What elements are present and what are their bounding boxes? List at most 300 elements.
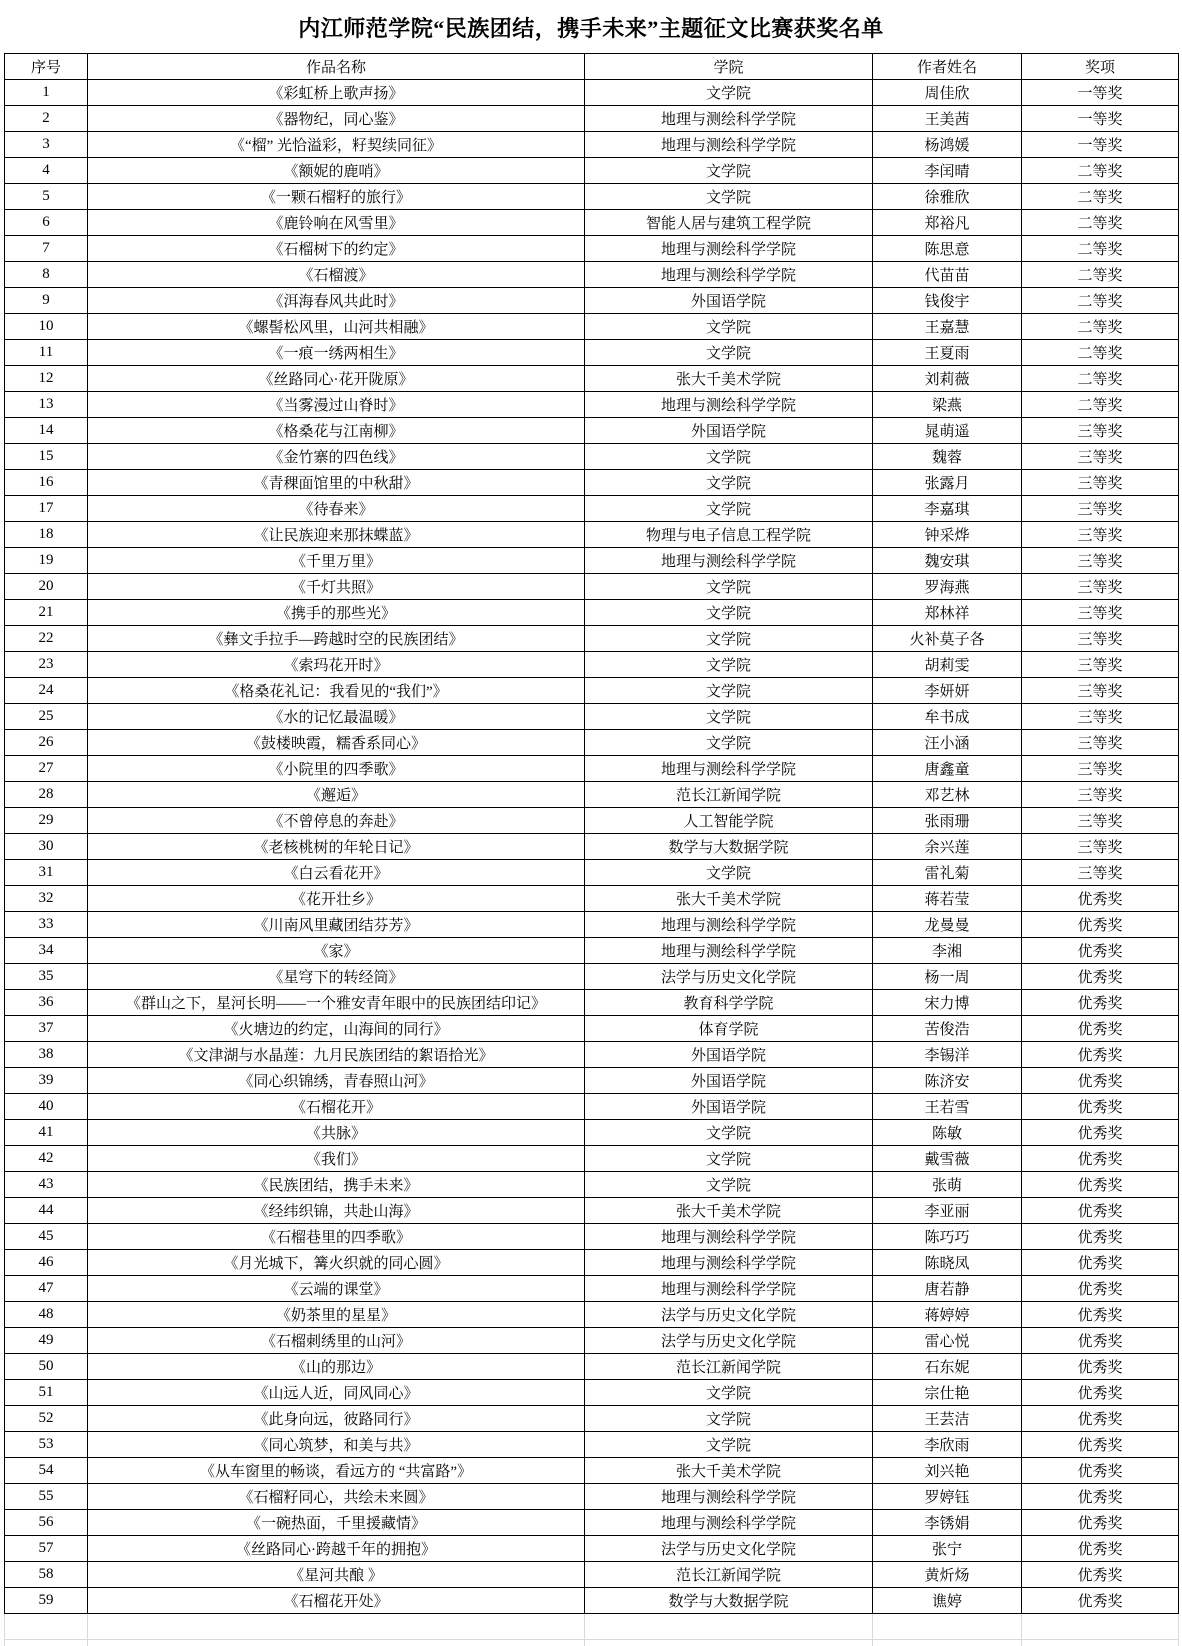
- table-row: [5, 574, 1179, 600]
- author-cell: 王芸洁: [873, 1406, 1022, 1432]
- row-number-cell: 24: [5, 678, 88, 704]
- college-cell: 文学院: [585, 574, 873, 600]
- award-cell: 优秀奖: [1022, 1458, 1179, 1484]
- empty-grid-row: [5, 1614, 1179, 1640]
- work-title-cell: 《同心筑梦，和美与共》: [88, 1432, 585, 1458]
- award-cell: 三等奖: [1022, 860, 1179, 886]
- row-number-cell: 12: [5, 366, 88, 392]
- table-row: [5, 522, 1179, 548]
- work-title-cell: 《石榴树下的约定》: [88, 236, 585, 262]
- work-title-cell: 《民族团结，携手未来》: [88, 1172, 585, 1198]
- author-cell: 石东妮: [873, 1354, 1022, 1380]
- author-cell: 郑林祥: [873, 600, 1022, 626]
- work-title-cell: 《白云看花开》: [88, 860, 585, 886]
- work-title-cell: 《洱海春风共此时》: [88, 288, 585, 314]
- college-cell: 文学院: [585, 184, 873, 210]
- table-row: [5, 1458, 1179, 1484]
- table-row: [5, 1406, 1179, 1432]
- college-cell: 地理与测绘科学学院: [585, 1224, 873, 1250]
- author-cell: 雷心悦: [873, 1328, 1022, 1354]
- college-cell: 文学院: [585, 1380, 873, 1406]
- work-title-cell: 《千灯共照》: [88, 574, 585, 600]
- table-row: [5, 600, 1179, 626]
- college-cell: 文学院: [585, 158, 873, 184]
- work-title-cell: 《石榴渡》: [88, 262, 585, 288]
- empty-cell: [873, 1640, 1022, 1646]
- row-number-cell: 26: [5, 730, 88, 756]
- work-title-cell: 《水的记忆最温暖》: [88, 704, 585, 730]
- table-row: [5, 340, 1179, 366]
- row-number-cell: 29: [5, 808, 88, 834]
- table-row: [5, 496, 1179, 522]
- row-number-cell: 34: [5, 938, 88, 964]
- table-row: [5, 236, 1179, 262]
- row-number-cell: 28: [5, 782, 88, 808]
- table-row: [5, 1536, 1179, 1562]
- author-cell: 汪小涵: [873, 730, 1022, 756]
- author-cell: 张宁: [873, 1536, 1022, 1562]
- empty-cell: [5, 1614, 88, 1640]
- work-title-cell: 《小院里的四季歌》: [88, 756, 585, 782]
- work-title-cell: 《共脉》: [88, 1120, 585, 1146]
- empty-cell: [585, 1640, 873, 1646]
- work-title-cell: 《一碗热面，千里援藏情》: [88, 1510, 585, 1536]
- empty-cell: [5, 1640, 88, 1646]
- award-cell: 优秀奖: [1022, 1406, 1179, 1432]
- author-cell: 王美茜: [873, 106, 1022, 132]
- table-row: [5, 678, 1179, 704]
- award-cell: 三等奖: [1022, 652, 1179, 678]
- author-cell: 徐雅欣: [873, 184, 1022, 210]
- award-cell: 三等奖: [1022, 548, 1179, 574]
- college-cell: 文学院: [585, 1432, 873, 1458]
- row-number-cell: 14: [5, 418, 88, 444]
- column-header: 学院: [585, 54, 873, 80]
- row-number-cell: 56: [5, 1510, 88, 1536]
- work-title-cell: 《携手的那些光》: [88, 600, 585, 626]
- author-cell: 陈济安: [873, 1068, 1022, 1094]
- college-cell: 张大千美术学院: [585, 886, 873, 912]
- work-title-cell: 《山的那边》: [88, 1354, 585, 1380]
- award-cell: 二等奖: [1022, 158, 1179, 184]
- college-cell: 文学院: [585, 860, 873, 886]
- row-number-cell: 37: [5, 1016, 88, 1042]
- row-number-cell: 23: [5, 652, 88, 678]
- college-cell: 数学与大数据学院: [585, 1588, 873, 1614]
- row-number-cell: 36: [5, 990, 88, 1016]
- author-cell: 刘莉薇: [873, 366, 1022, 392]
- college-cell: 人工智能学院: [585, 808, 873, 834]
- author-cell: 魏安琪: [873, 548, 1022, 574]
- college-cell: 地理与测绘科学学院: [585, 548, 873, 574]
- award-cell: 三等奖: [1022, 626, 1179, 652]
- table-row: [5, 444, 1179, 470]
- college-cell: 文学院: [585, 1146, 873, 1172]
- college-cell: 文学院: [585, 496, 873, 522]
- author-cell: 宋力博: [873, 990, 1022, 1016]
- work-title-cell: 《花开壮乡》: [88, 886, 585, 912]
- work-title-cell: 《青稞面馆里的中秋甜》: [88, 470, 585, 496]
- author-cell: 陈巧巧: [873, 1224, 1022, 1250]
- author-cell: 雷礼菊: [873, 860, 1022, 886]
- table-row: [5, 392, 1179, 418]
- work-title-cell: 《金竹寨的四色线》: [88, 444, 585, 470]
- award-cell: 优秀奖: [1022, 1016, 1179, 1042]
- empty-cell: [585, 1614, 873, 1640]
- table-row: [5, 158, 1179, 184]
- table-row: [5, 1250, 1179, 1276]
- award-cell: 三等奖: [1022, 808, 1179, 834]
- award-cell: 三等奖: [1022, 730, 1179, 756]
- author-cell: 罗海燕: [873, 574, 1022, 600]
- college-cell: 文学院: [585, 704, 873, 730]
- author-cell: 李欣雨: [873, 1432, 1022, 1458]
- row-number-cell: 41: [5, 1120, 88, 1146]
- table-row: [5, 1354, 1179, 1380]
- college-cell: 外国语学院: [585, 288, 873, 314]
- college-cell: 文学院: [585, 1172, 873, 1198]
- award-cell: 优秀奖: [1022, 938, 1179, 964]
- row-number-cell: 47: [5, 1276, 88, 1302]
- table-row: [5, 1094, 1179, 1120]
- table-row: [5, 626, 1179, 652]
- row-number-cell: 30: [5, 834, 88, 860]
- table-row: [5, 262, 1179, 288]
- empty-grid-row: [5, 1640, 1179, 1646]
- author-cell: 蒋婷婷: [873, 1302, 1022, 1328]
- table-row: [5, 418, 1179, 444]
- empty-grid-rows: [4, 1614, 1179, 1646]
- work-title-cell: 《石榴花开》: [88, 1094, 585, 1120]
- author-cell: 代苗苗: [873, 262, 1022, 288]
- row-number-cell: 38: [5, 1042, 88, 1068]
- award-cell: 二等奖: [1022, 262, 1179, 288]
- author-cell: 梁燕: [873, 392, 1022, 418]
- table-row: [5, 1510, 1179, 1536]
- author-cell: 牟书成: [873, 704, 1022, 730]
- college-cell: 地理与测绘科学学院: [585, 1510, 873, 1536]
- table-row: [5, 990, 1179, 1016]
- table-row: [5, 652, 1179, 678]
- work-title-cell: 《家》: [88, 938, 585, 964]
- college-cell: 文学院: [585, 1120, 873, 1146]
- award-cell: 二等奖: [1022, 210, 1179, 236]
- award-cell: 优秀奖: [1022, 1588, 1179, 1614]
- college-cell: 文学院: [585, 730, 873, 756]
- column-header: 奖项: [1022, 54, 1179, 80]
- award-cell: 二等奖: [1022, 340, 1179, 366]
- table-row: [5, 1120, 1179, 1146]
- row-number-cell: 16: [5, 470, 88, 496]
- author-cell: 魏蓉: [873, 444, 1022, 470]
- award-cell: 二等奖: [1022, 236, 1179, 262]
- author-cell: 钱俊宇: [873, 288, 1022, 314]
- award-cell: 优秀奖: [1022, 1354, 1179, 1380]
- table-row: [5, 1198, 1179, 1224]
- college-cell: 数学与大数据学院: [585, 834, 873, 860]
- table-row: [5, 80, 1179, 106]
- work-title-cell: 《千里万里》: [88, 548, 585, 574]
- author-cell: 李嘉琪: [873, 496, 1022, 522]
- award-cell: 优秀奖: [1022, 964, 1179, 990]
- college-cell: 文学院: [585, 470, 873, 496]
- college-cell: 地理与测绘科学学院: [585, 106, 873, 132]
- award-cell: 二等奖: [1022, 314, 1179, 340]
- award-cell: 优秀奖: [1022, 886, 1179, 912]
- author-cell: 晁萌遥: [873, 418, 1022, 444]
- work-title-cell: 《让民族迎来那抹蝶蓝》: [88, 522, 585, 548]
- table-row: [5, 1276, 1179, 1302]
- college-cell: 法学与历史文化学院: [585, 1536, 873, 1562]
- table-row: [5, 834, 1179, 860]
- work-title-cell: 《丝路同心·跨越千年的拥抱》: [88, 1536, 585, 1562]
- award-cell: 三等奖: [1022, 704, 1179, 730]
- award-cell: 一等奖: [1022, 132, 1179, 158]
- author-cell: 邓艺林: [873, 782, 1022, 808]
- row-number-cell: 51: [5, 1380, 88, 1406]
- college-cell: 地理与测绘科学学院: [585, 236, 873, 262]
- award-cell: 优秀奖: [1022, 912, 1179, 938]
- work-title-cell: 《彩虹桥上歌声扬》: [88, 80, 585, 106]
- author-cell: 周佳欣: [873, 80, 1022, 106]
- table-row: [5, 1016, 1179, 1042]
- work-title-cell: 《云端的课堂》: [88, 1276, 585, 1302]
- work-title-cell: 《鼓楼映霞，糯香系同心》: [88, 730, 585, 756]
- table-row: [5, 1146, 1179, 1172]
- award-cell: 三等奖: [1022, 574, 1179, 600]
- table-row: [5, 1562, 1179, 1588]
- row-number-cell: 11: [5, 340, 88, 366]
- award-cell: 优秀奖: [1022, 990, 1179, 1016]
- author-cell: 郑裕凡: [873, 210, 1022, 236]
- row-number-cell: 3: [5, 132, 88, 158]
- table-row: [5, 1432, 1179, 1458]
- college-cell: 文学院: [585, 1406, 873, 1432]
- award-cell: 三等奖: [1022, 444, 1179, 470]
- college-cell: 教育科学学院: [585, 990, 873, 1016]
- author-cell: 唐鑫童: [873, 756, 1022, 782]
- award-cell: 优秀奖: [1022, 1536, 1179, 1562]
- college-cell: 外国语学院: [585, 1042, 873, 1068]
- table-row: [5, 288, 1179, 314]
- column-header: 作品名称: [88, 54, 585, 80]
- award-cell: 优秀奖: [1022, 1120, 1179, 1146]
- empty-cell: [873, 1614, 1022, 1640]
- work-title-cell: 《“榴” 光恰溢彩，籽契续同征》: [88, 132, 585, 158]
- empty-cell: [1022, 1640, 1179, 1646]
- table-row: [5, 964, 1179, 990]
- college-cell: 地理与测绘科学学院: [585, 262, 873, 288]
- row-number-cell: 20: [5, 574, 88, 600]
- award-cell: 三等奖: [1022, 678, 1179, 704]
- author-cell: 张萌: [873, 1172, 1022, 1198]
- award-cell: 优秀奖: [1022, 1432, 1179, 1458]
- college-cell: 文学院: [585, 314, 873, 340]
- author-cell: 苦俊浩: [873, 1016, 1022, 1042]
- author-cell: 刘兴艳: [873, 1458, 1022, 1484]
- author-cell: 火补莫子各: [873, 626, 1022, 652]
- author-cell: 李妍妍: [873, 678, 1022, 704]
- award-cell: 一等奖: [1022, 80, 1179, 106]
- table-row: [5, 860, 1179, 886]
- work-title-cell: 《一颗石榴籽的旅行》: [88, 184, 585, 210]
- college-cell: 地理与测绘科学学院: [585, 756, 873, 782]
- award-cell: 二等奖: [1022, 184, 1179, 210]
- work-title-cell: 《石榴籽同心，共绘未来圆》: [88, 1484, 585, 1510]
- row-number-cell: 27: [5, 756, 88, 782]
- column-header: 序号: [5, 54, 88, 80]
- column-header: 作者姓名: [873, 54, 1022, 80]
- college-cell: 地理与测绘科学学院: [585, 938, 873, 964]
- work-title-cell: 《奶茶里的星星》: [88, 1302, 585, 1328]
- award-cell: 优秀奖: [1022, 1068, 1179, 1094]
- empty-cell: [1022, 1614, 1179, 1640]
- empty-cell: [88, 1640, 585, 1646]
- row-number-cell: 40: [5, 1094, 88, 1120]
- college-cell: 张大千美术学院: [585, 1458, 873, 1484]
- row-number-cell: 44: [5, 1198, 88, 1224]
- author-cell: 李湘: [873, 938, 1022, 964]
- author-cell: 李锈娟: [873, 1510, 1022, 1536]
- row-number-cell: 5: [5, 184, 88, 210]
- work-title-cell: 《山远人近，同风同心》: [88, 1380, 585, 1406]
- row-number-cell: 55: [5, 1484, 88, 1510]
- award-cell: 优秀奖: [1022, 1328, 1179, 1354]
- work-title-cell: 《石榴巷里的四季歌》: [88, 1224, 585, 1250]
- college-cell: 范长江新闻学院: [585, 782, 873, 808]
- college-cell: 文学院: [585, 600, 873, 626]
- author-cell: 罗婷钰: [873, 1484, 1022, 1510]
- award-cell: 三等奖: [1022, 600, 1179, 626]
- work-title-cell: 《我们》: [88, 1146, 585, 1172]
- row-number-cell: 1: [5, 80, 88, 106]
- awards-table: [4, 53, 1179, 1614]
- row-number-cell: 18: [5, 522, 88, 548]
- row-number-cell: 22: [5, 626, 88, 652]
- row-number-cell: 50: [5, 1354, 88, 1380]
- work-title-cell: 《同心织锦绣，青春照山河》: [88, 1068, 585, 1094]
- table-row: [5, 210, 1179, 236]
- work-title-cell: 《索玛花开时》: [88, 652, 585, 678]
- row-number-cell: 48: [5, 1302, 88, 1328]
- work-title-cell: 《不曾停息的奔赴》: [88, 808, 585, 834]
- table-row: [5, 782, 1179, 808]
- table-row: [5, 756, 1179, 782]
- work-title-cell: 《鹿铃响在风雪里》: [88, 210, 585, 236]
- award-cell: 三等奖: [1022, 756, 1179, 782]
- college-cell: 地理与测绘科学学院: [585, 1276, 873, 1302]
- author-cell: 胡莉雯: [873, 652, 1022, 678]
- work-title-cell: 《螺髻松风里，山河共相融》: [88, 314, 585, 340]
- work-title-cell: 《星穹下的转经筒》: [88, 964, 585, 990]
- college-cell: 外国语学院: [585, 1094, 873, 1120]
- row-number-cell: 6: [5, 210, 88, 236]
- row-number-cell: 58: [5, 1562, 88, 1588]
- author-cell: 李亚丽: [873, 1198, 1022, 1224]
- work-title-cell: 《邂逅》: [88, 782, 585, 808]
- table-row: [5, 886, 1179, 912]
- college-cell: 范长江新闻学院: [585, 1354, 873, 1380]
- college-cell: 文学院: [585, 444, 873, 470]
- table-row: [5, 1588, 1179, 1614]
- author-cell: 陈敏: [873, 1120, 1022, 1146]
- author-cell: 李锡洋: [873, 1042, 1022, 1068]
- table-row: [5, 132, 1179, 158]
- college-cell: 文学院: [585, 652, 873, 678]
- author-cell: 王夏雨: [873, 340, 1022, 366]
- award-cell: 三等奖: [1022, 418, 1179, 444]
- work-title-cell: 《从车窗里的畅谈，看远方的 “共富路”》: [88, 1458, 585, 1484]
- author-cell: 谯婷: [873, 1588, 1022, 1614]
- row-number-cell: 45: [5, 1224, 88, 1250]
- table-row: [5, 470, 1179, 496]
- author-cell: 张雨珊: [873, 808, 1022, 834]
- table-row: [5, 548, 1179, 574]
- award-cell: 优秀奖: [1022, 1250, 1179, 1276]
- award-cell: 三等奖: [1022, 470, 1179, 496]
- work-title-cell: 《文津湖与水晶莲：九月民族团结的絮语拾光》: [88, 1042, 585, 1068]
- award-cell: 优秀奖: [1022, 1302, 1179, 1328]
- author-cell: 蒋若莹: [873, 886, 1022, 912]
- row-number-cell: 59: [5, 1588, 88, 1614]
- author-cell: 张露月: [873, 470, 1022, 496]
- college-cell: 地理与测绘科学学院: [585, 912, 873, 938]
- award-cell: 优秀奖: [1022, 1224, 1179, 1250]
- row-number-cell: 49: [5, 1328, 88, 1354]
- award-cell: 优秀奖: [1022, 1484, 1179, 1510]
- award-cell: 优秀奖: [1022, 1146, 1179, 1172]
- row-number-cell: 42: [5, 1146, 88, 1172]
- college-cell: 地理与测绘科学学院: [585, 132, 873, 158]
- award-cell: 一等奖: [1022, 106, 1179, 132]
- table-row: [5, 1328, 1179, 1354]
- table-row: [5, 1380, 1179, 1406]
- author-cell: 戴雪薇: [873, 1146, 1022, 1172]
- work-title-cell: 《此身向远，彼路同行》: [88, 1406, 585, 1432]
- college-cell: 外国语学院: [585, 418, 873, 444]
- award-cell: 优秀奖: [1022, 1094, 1179, 1120]
- author-cell: 余兴莲: [873, 834, 1022, 860]
- award-cell: 二等奖: [1022, 366, 1179, 392]
- row-number-cell: 57: [5, 1536, 88, 1562]
- author-cell: 李闰晴: [873, 158, 1022, 184]
- work-title-cell: 《川南风里藏团结芬芳》: [88, 912, 585, 938]
- work-title-cell: 《彝文手拉手—跨越时空的民族团结》: [88, 626, 585, 652]
- row-number-cell: 13: [5, 392, 88, 418]
- work-title-cell: 《一痕一绣两相生》: [88, 340, 585, 366]
- row-number-cell: 33: [5, 912, 88, 938]
- award-cell: 优秀奖: [1022, 1380, 1179, 1406]
- award-cell: 优秀奖: [1022, 1042, 1179, 1068]
- award-cell: 优秀奖: [1022, 1198, 1179, 1224]
- row-number-cell: 8: [5, 262, 88, 288]
- college-cell: 地理与测绘科学学院: [585, 1250, 873, 1276]
- row-number-cell: 4: [5, 158, 88, 184]
- row-number-cell: 10: [5, 314, 88, 340]
- table-row: [5, 730, 1179, 756]
- work-title-cell: 《丝路同心·花开陇原》: [88, 366, 585, 392]
- author-cell: 杨一周: [873, 964, 1022, 990]
- author-cell: 陈思意: [873, 236, 1022, 262]
- college-cell: 法学与历史文化学院: [585, 964, 873, 990]
- work-title-cell: 《格桑花与江南柳》: [88, 418, 585, 444]
- author-cell: 龙曼曼: [873, 912, 1022, 938]
- row-number-cell: 53: [5, 1432, 88, 1458]
- work-title-cell: 《群山之下，星河长明——一个雅安青年眼中的民族团结印记》: [88, 990, 585, 1016]
- college-cell: 张大千美术学院: [585, 366, 873, 392]
- table-row: [5, 704, 1179, 730]
- college-cell: 地理与测绘科学学院: [585, 1484, 873, 1510]
